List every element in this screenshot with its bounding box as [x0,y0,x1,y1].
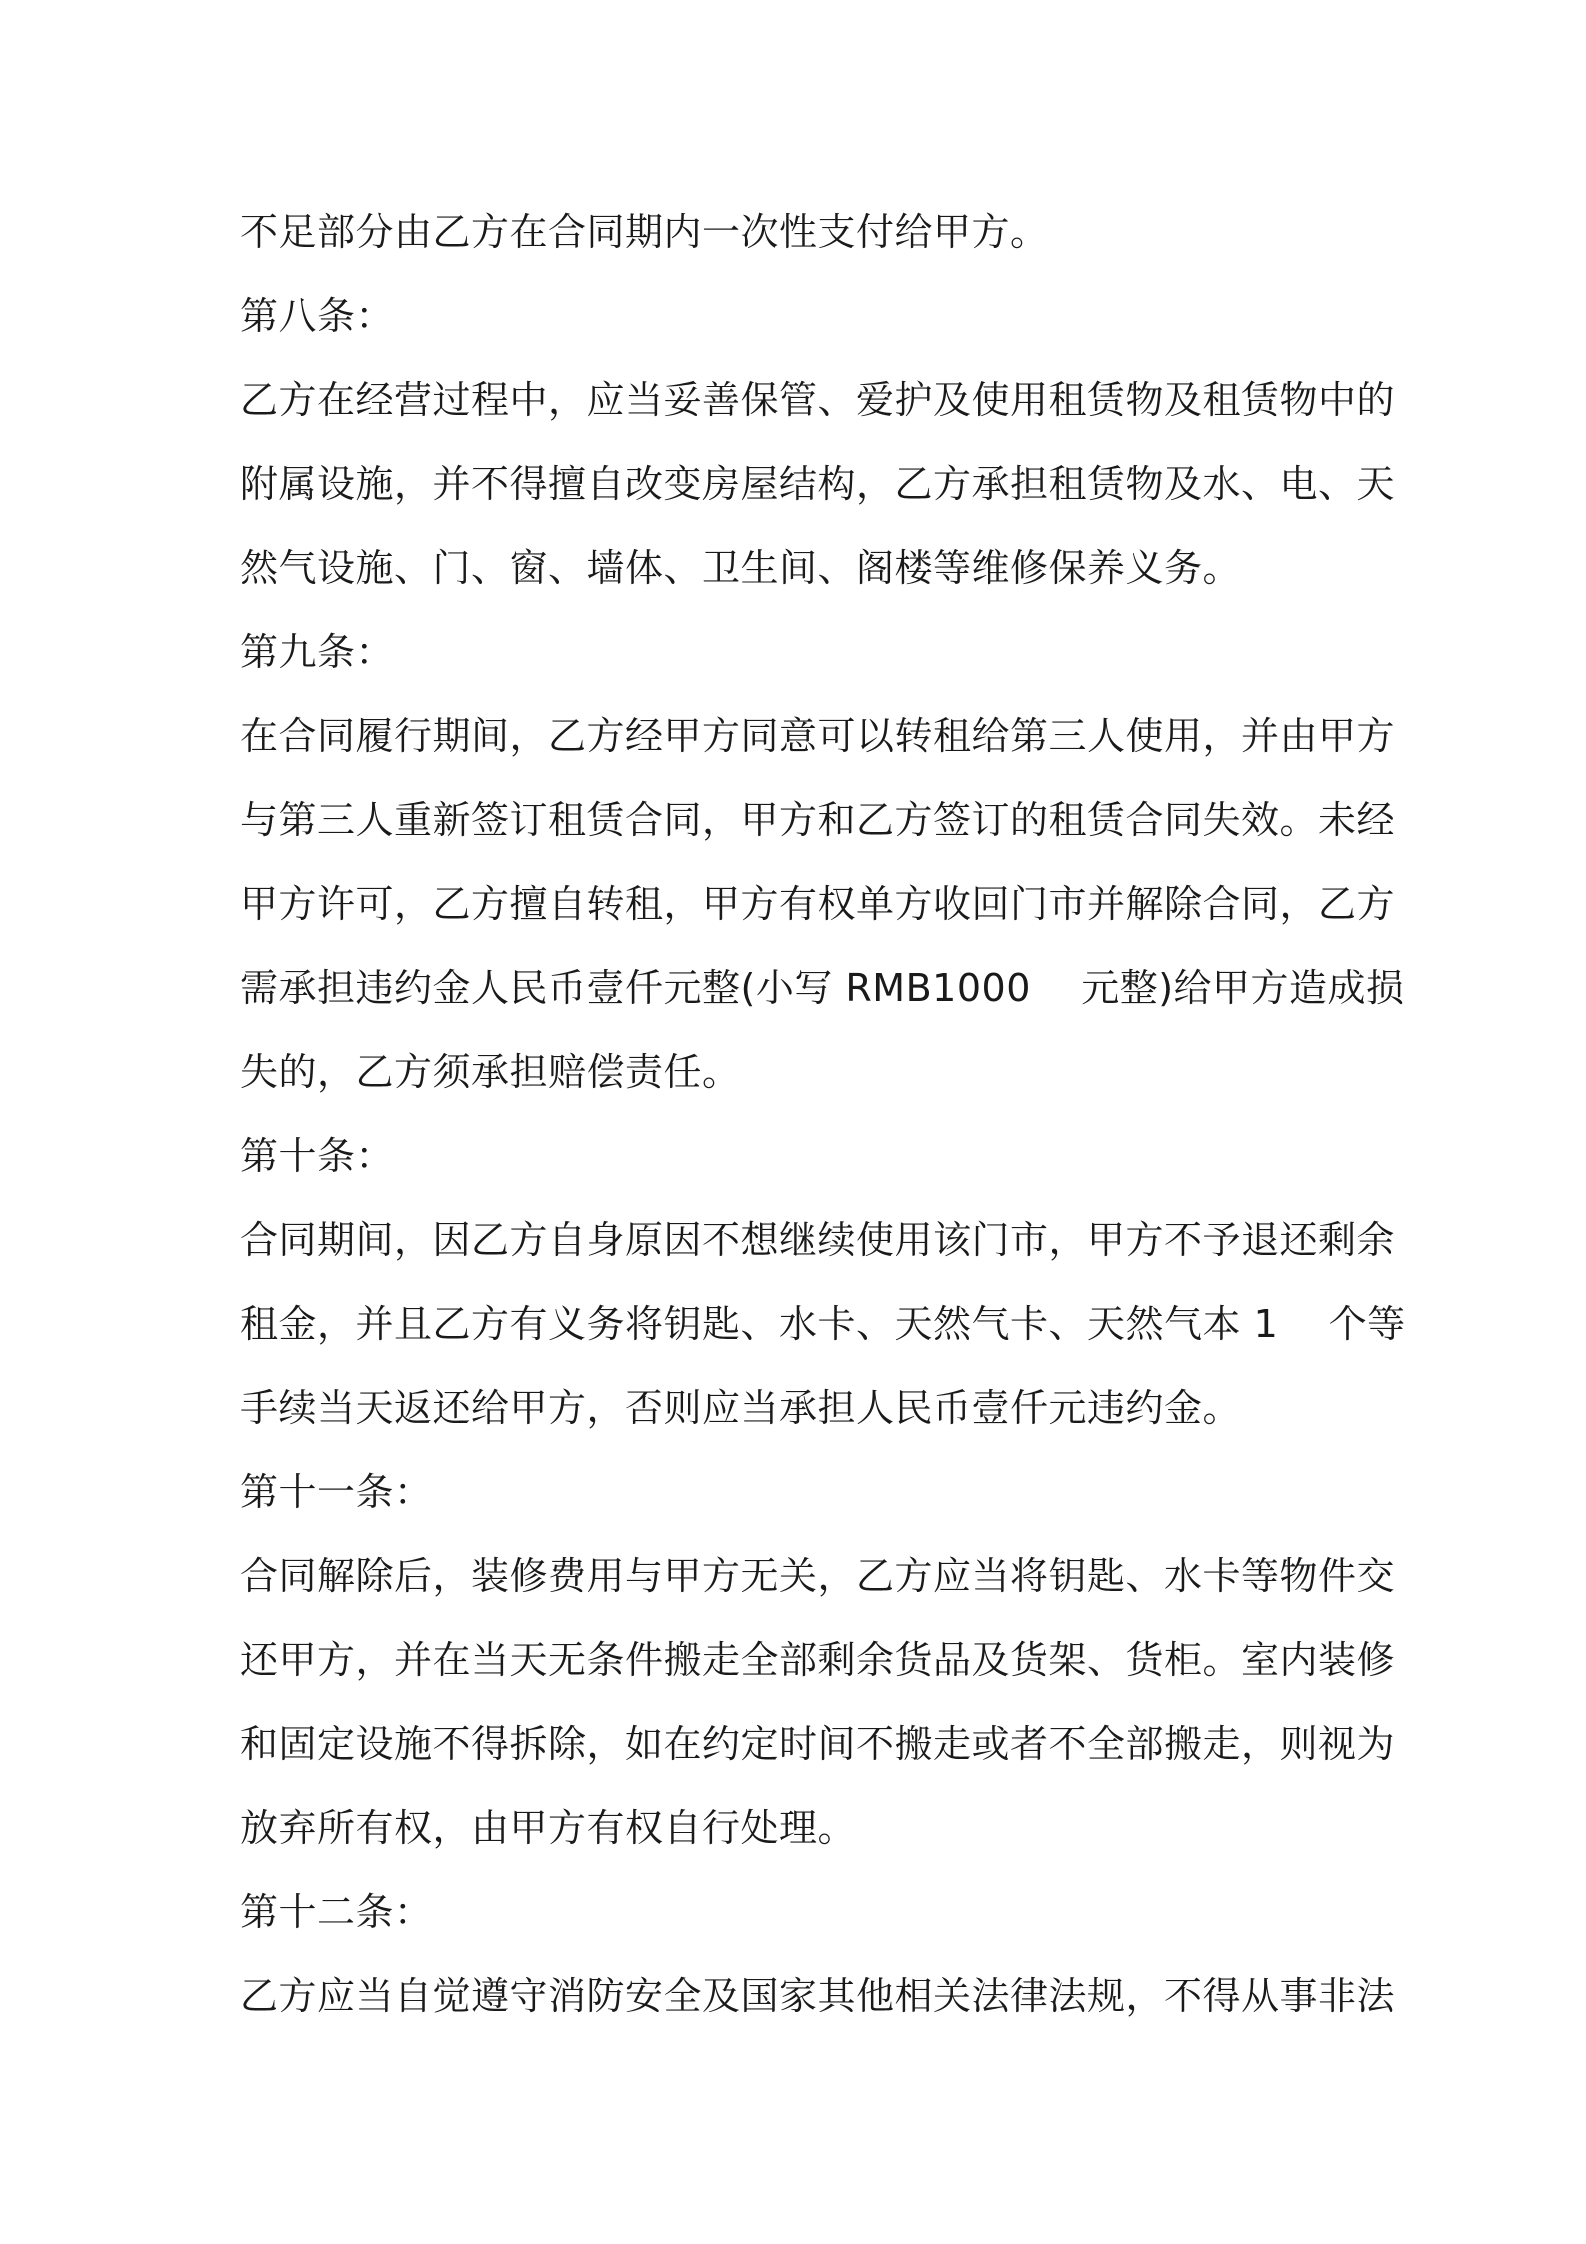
body-text-line: 附属设施，并不得擅自改变房屋结构，乙方承担租赁物及水、电、天 [240,462,1396,506]
body-text-line: 放弃所有权，由甲方有权自行处理。 [240,1806,857,1850]
body-text-line: 在合同履行期间，乙方经甲方同意可以转租给第三人使用，并由甲方 [240,714,1396,758]
body-text-line: 失的，乙方须承担赔偿责任。 [240,1050,741,1094]
article-heading-9: 第九条： [240,630,395,674]
document-body [240,190,1406,2038]
body-text-line: 然气设施、门、窗、墙体、卫生间、阁楼等维修保养义务。 [240,546,1242,590]
body-text-line: 合同期间，因乙方自身原因不想继续使用该门市，甲方不予退还剩余 [240,1218,1396,1262]
article-heading-12: 第十二条： [240,1890,433,1934]
article-heading-10: 第十条： [240,1134,395,1178]
article-heading-8: 第八条： [240,294,395,338]
body-text-line: 乙方应当自觉遵守消防安全及国家其他相关法律法规，不得从事非法 [240,1974,1396,2018]
body-text-line: 与第三人重新签订租赁合同，甲方和乙方签订的租赁合同失效。未经 [240,798,1396,842]
body-text-line: 手续当天返还给甲方，否则应当承担人民币壹仟元违约金。 [240,1386,1242,1430]
body-text-line: 甲方许可，乙方擅自转租，甲方有权单方收回门市并解除合同，乙方 [240,882,1396,926]
body-text-line: 租金，并且乙方有义务将钥匙、水卡、天然气卡、天然气本 1 个等 [240,1302,1406,1346]
body-text-line: 乙方在经营过程中，应当妥善保管、爱护及使用租赁物及租赁物中的 [240,378,1396,422]
body-text-line: 合同解除后，装修费用与甲方无关，乙方应当将钥匙、水卡等物件交 [240,1554,1396,1598]
body-text-line: 需承担违约金人民币壹仟元整(小写 RMB1000 元整)给甲方造成损 [240,966,1405,1010]
body-text-line: 和固定设施不得拆除，如在约定时间不搬走或者不全部搬走，则视为 [240,1722,1396,1766]
body-text-line: 不足部分由乙方在合同期内一次性支付给甲方。 [240,210,1049,254]
body-text-line: 还甲方，并在当天无条件搬走全部剩余货品及货架、货柜。室内装修 [240,1638,1396,1682]
article-heading-11: 第十一条： [240,1470,433,1514]
